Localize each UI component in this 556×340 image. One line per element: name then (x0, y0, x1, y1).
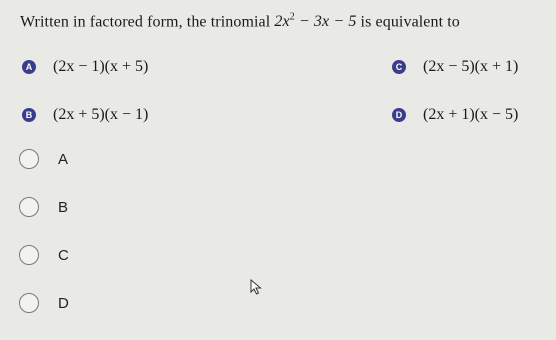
answer-option-d[interactable] (19, 293, 69, 313)
choice-badge-d: D (392, 108, 406, 122)
choice-text-b: (2x + 5)(x − 1) (53, 106, 149, 123)
answer-label-b: B (58, 198, 69, 216)
radio-button-b[interactable] (19, 197, 39, 217)
radio-button-c[interactable] (19, 245, 39, 265)
choice-c (392, 58, 518, 76)
choice-d (392, 106, 518, 124)
answer-label-d: D (58, 294, 69, 312)
expression-exponent: 2 (289, 12, 295, 23)
radio-button-d[interactable] (19, 293, 39, 313)
choice-badge-b: B (22, 108, 36, 122)
radio-button-a[interactable] (19, 149, 39, 169)
choice-a (22, 58, 148, 76)
choice-text-c: (2x − 5)(x + 1) (423, 58, 519, 75)
question-suffix: is equivalent to (360, 13, 460, 31)
question-prefix: Written in factored form, the trinomial (20, 13, 271, 31)
mouse-pointer-icon (250, 279, 262, 295)
answer-label-c: C (58, 246, 69, 264)
answer-option-b[interactable] (19, 197, 68, 217)
choice-text-a: (2x − 1)(x + 5) (53, 58, 149, 75)
question-expression (274, 13, 356, 30)
choice-b (22, 106, 148, 124)
choice-badge-c: C (392, 60, 406, 74)
answer-option-c[interactable] (19, 245, 69, 265)
answer-option-a[interactable] (19, 149, 68, 169)
expression-base: 2x (274, 13, 290, 31)
question-text (20, 12, 556, 31)
choice-badge-a: A (22, 60, 36, 74)
choice-text-d: (2x + 1)(x − 5) (423, 106, 519, 123)
expression-rest: − 3x − 5 (294, 13, 357, 31)
answer-label-a: A (58, 150, 69, 168)
